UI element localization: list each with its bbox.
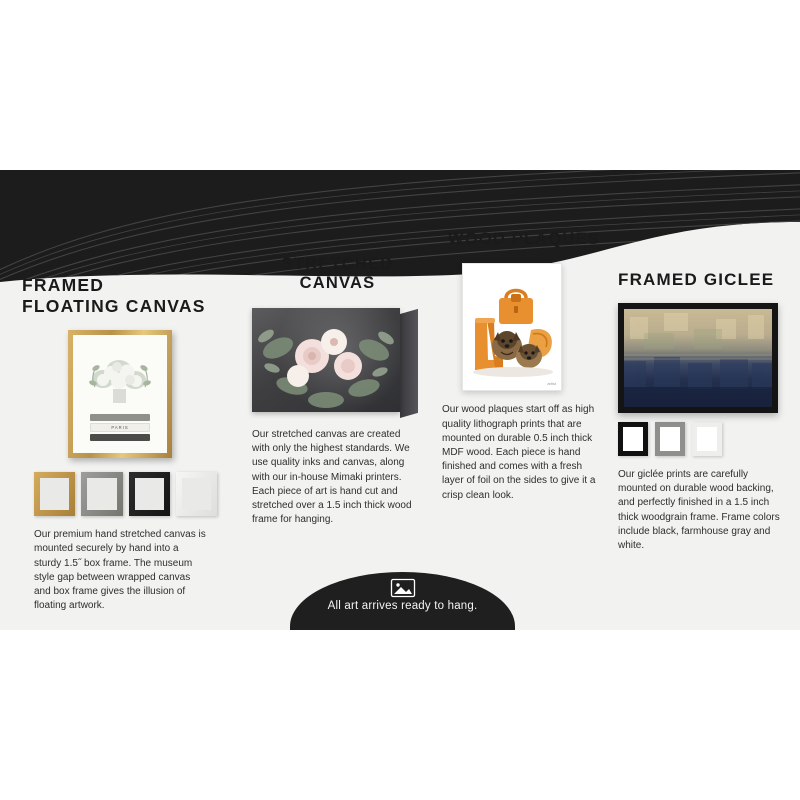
canvas-face bbox=[252, 308, 400, 412]
book-middle bbox=[90, 423, 150, 432]
framed-floating-canvas-artwork bbox=[68, 330, 172, 458]
ribbon-text: All art arrives ready to hang. bbox=[327, 600, 478, 612]
frame-color-swatches bbox=[34, 472, 217, 516]
frame-chip-white[interactable] bbox=[692, 422, 722, 456]
frame-chip-farmhouse-gray[interactable] bbox=[655, 422, 685, 456]
title-line-1: STRETCHED bbox=[281, 255, 394, 273]
hydrangea-bouquet-icon bbox=[87, 353, 153, 405]
book-top bbox=[90, 414, 150, 421]
ready-to-hang-ribbon bbox=[290, 572, 515, 630]
infographic-panel bbox=[0, 170, 800, 630]
stretched-canvas-artwork bbox=[252, 308, 420, 416]
title-line-2: FLOATING CANVAS bbox=[22, 295, 206, 316]
black-giclee-frame bbox=[618, 303, 778, 413]
title-line-1: WOOD PLAQUES bbox=[448, 230, 600, 248]
section-framed-floating-canvas bbox=[22, 275, 217, 613]
section-description: Our wood plaques start off as high quality lithograph prints that are mounted on durable 0.5 inch thick MDF wood. Each piece is hand finished and comes with a fresh layer of foil on the sides to give it a crisp clean look. bbox=[442, 404, 596, 501]
swatch-inner bbox=[182, 478, 211, 510]
frame-chip-black[interactable] bbox=[618, 422, 648, 456]
artwork-inner bbox=[73, 335, 167, 453]
section-framed-giclee bbox=[618, 270, 788, 553]
canvas-side-edge bbox=[400, 309, 418, 418]
section-title bbox=[440, 230, 608, 249]
floral-painting-icon bbox=[252, 308, 400, 412]
title-line-1: FRAMED GICLEE bbox=[618, 270, 775, 289]
section-stretched-canvas bbox=[250, 255, 425, 527]
book-label: PARIS bbox=[111, 425, 129, 431]
swatch-white[interactable] bbox=[176, 472, 217, 516]
abstract-texture bbox=[624, 309, 772, 407]
title-line-2: CANVAS bbox=[299, 274, 376, 293]
swatch-inner bbox=[87, 478, 116, 510]
section-title bbox=[618, 270, 788, 290]
framed-picture-icon bbox=[390, 578, 416, 598]
swatch-black[interactable] bbox=[129, 472, 170, 516]
section-description: Our premium hand stretched canvas is mounted securely by hand into a sturdy 1.5˝ box frame. The museum style gap between wrapped canvas and box frame gives the illusion of floating artwork. bbox=[34, 529, 206, 612]
gold-box-frame bbox=[68, 330, 172, 458]
section-title bbox=[250, 255, 425, 294]
section-title bbox=[22, 275, 217, 316]
framed-giclee-artwork bbox=[618, 303, 778, 413]
swatch-gray[interactable] bbox=[81, 472, 122, 516]
swatch-gold[interactable] bbox=[34, 472, 75, 516]
giclee-frame-color-options bbox=[618, 422, 788, 456]
section-wood-plaques bbox=[440, 230, 608, 503]
section-description: Our giclée prints are carefully mounted on durable wood backing, and perfectly finished in a 1.5 inch thick woodgrain frame. Frame colors include black, farmhouse gray and white. bbox=[618, 469, 780, 551]
swatch-inner bbox=[40, 478, 69, 510]
artwork-signature: artist bbox=[547, 381, 556, 387]
section-description: Our stretched canvas are created with only the highest standards. We use quality inks and canvas, along with our in-house Mimaki printers. Each piece of art is hand cut and stretched over a 1.5 inch thick wood frame for hanging. bbox=[252, 428, 412, 526]
puppies-handbag-icon bbox=[463, 264, 561, 390]
swatch-inner bbox=[135, 478, 164, 510]
book-stack bbox=[90, 412, 150, 441]
abstract-horizon-print bbox=[624, 309, 772, 407]
wood-plaque-artwork bbox=[462, 263, 562, 391]
book-bottom bbox=[90, 434, 150, 441]
title-line-1: FRAMED bbox=[22, 275, 105, 295]
